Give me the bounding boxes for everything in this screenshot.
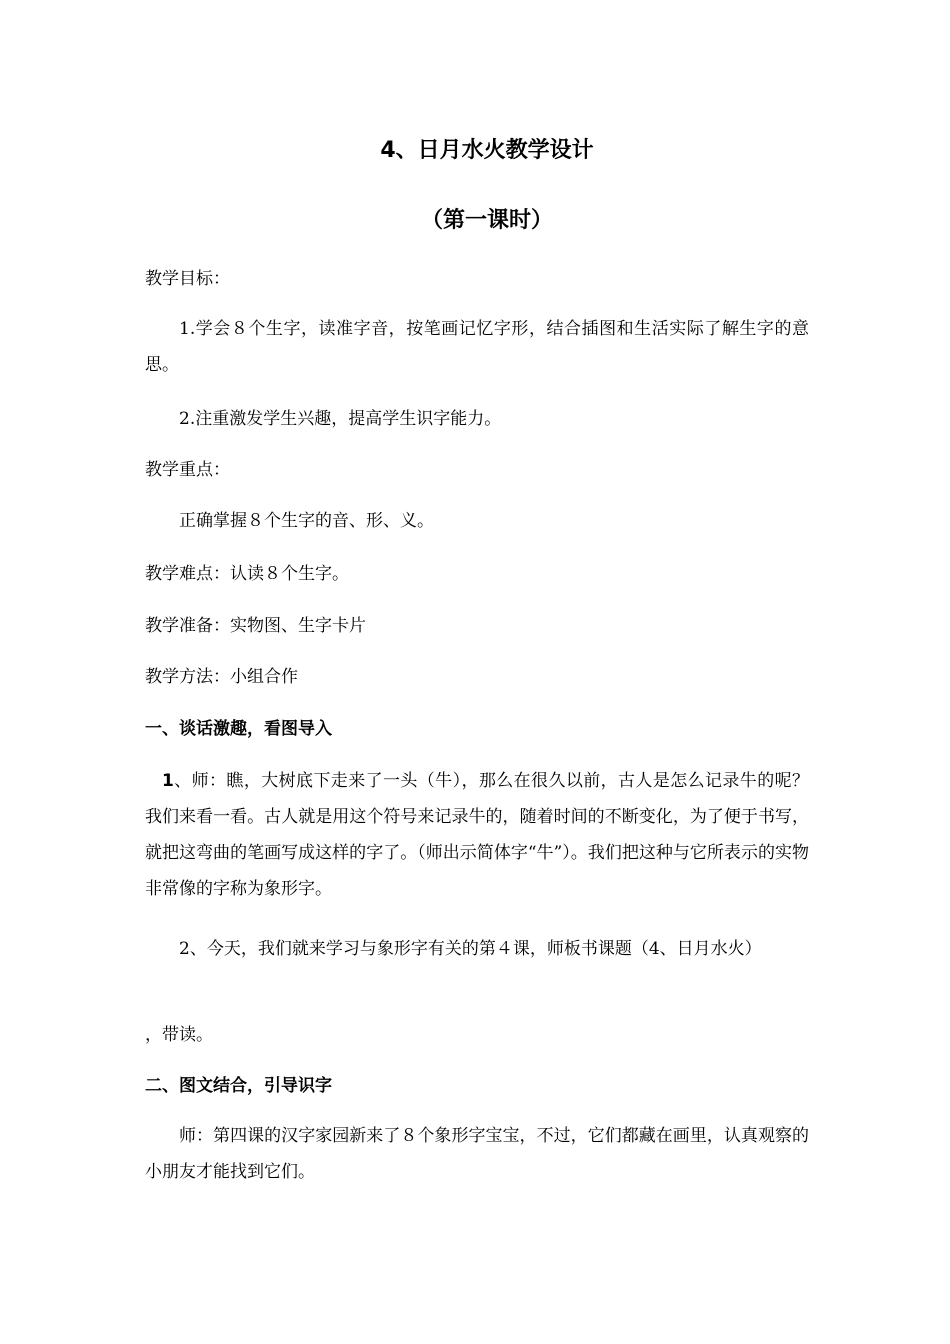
goal-1: 1.学会８个生字，读准字音，按笔画记忆字形，结合插图和生活实际了解生字的意思。 [145, 319, 809, 375]
section-1-paragraph-1-text: 、师：瞧，大树底下走来了一头（牛），那么在很久以前，古人是怎么记录牛的呢？我们来看一看。古人就是用这个符号来记录牛的，随着时间的不断变化，为了便于书写，就把这弯曲的笔画写成这样的字了。（师出示简体字“牛”）。我们把这种与它所表示的实物非常像的字称为象形字。 [145, 771, 809, 899]
method-text: 教学方法：小组合作 [145, 667, 298, 687]
section-1-paragraph-3: ，带读。 [145, 1025, 213, 1045]
document-title: 4、日月水火教学设计 [380, 138, 594, 163]
key-label: 教学重点： [145, 460, 230, 480]
section-1-paragraph-1-number: 1 [162, 771, 174, 791]
section-1-paragraph-1 [145, 763, 809, 907]
goals-label: 教学目标： [145, 269, 230, 289]
goal-2: 2.注重激发学生兴趣，提高学生识字能力。 [179, 409, 502, 429]
section-1-paragraph-2: 2、今天，我们就来学习与象形字有关的第４课，师板书课题（4、日月水火） [179, 939, 762, 959]
key-text: 正确掌握８个生字的音、形、义。 [179, 511, 434, 531]
document-subtitle: （第一课时） [420, 208, 553, 233]
section-2-heading: 二、图文结合，引导识字 [145, 1076, 332, 1096]
preparation-text: 教学准备：实物图、生字卡片 [145, 616, 366, 636]
difficulty-text: 教学难点：认读８个生字。 [145, 564, 349, 584]
section-1-heading: 一、谈话激趣，看图导入 [145, 719, 332, 739]
section-2-paragraph-1: 师：第四课的汉字家园新来了８个象形字宝宝，不过，它们都藏在画里，认真观察的小朋友才能找到它们。 [145, 1126, 809, 1182]
